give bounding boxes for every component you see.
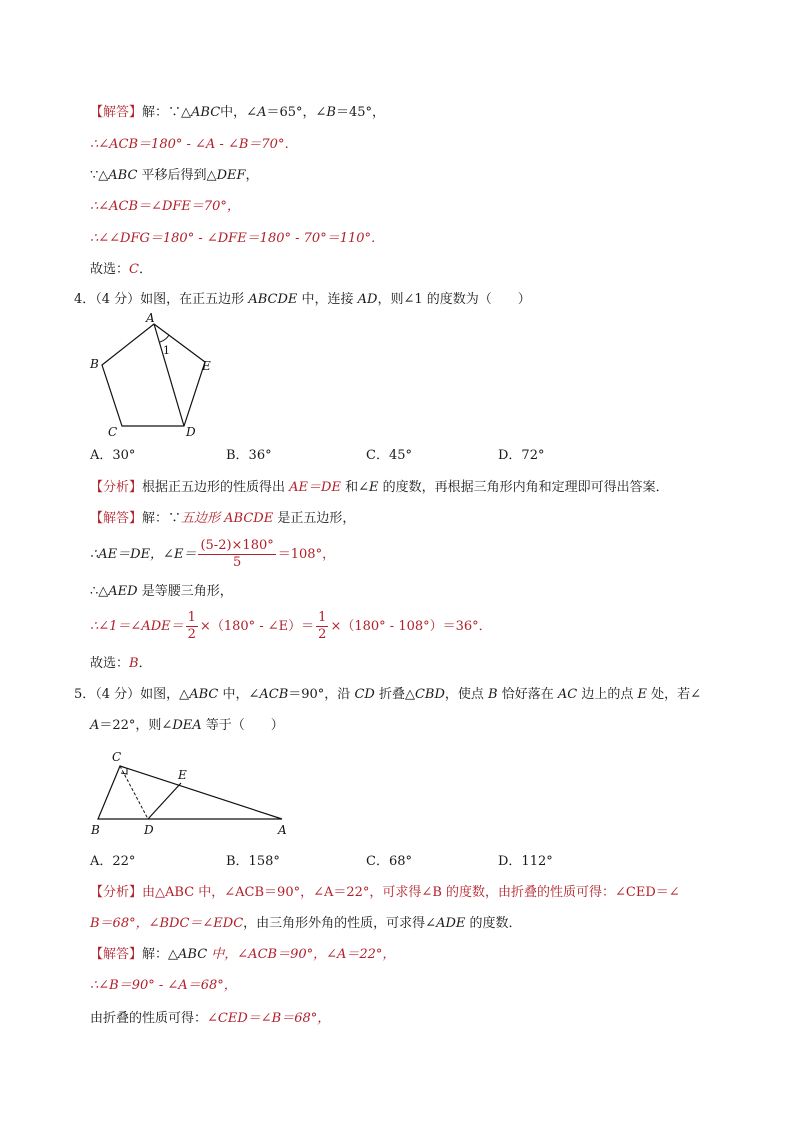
label-a: A: [146, 312, 155, 325]
q3-solution-line-5: ∴∠∠DFG＝180° - ∠DFE＝180° - 70°＝110°．: [90, 231, 385, 246]
q5-option-b[interactable]: B．158°: [226, 854, 280, 869]
label-d: D: [186, 425, 196, 438]
angle-1-arc: [160, 335, 169, 342]
solution-tag: 【解答】: [90, 105, 143, 120]
q4-stem: 4．（4 分）如图，在正五边形 ABCDE 中，连接 AD，则∠1 的度数为（ ）: [74, 292, 531, 307]
pentagon-shape: [102, 324, 205, 426]
q5-option-c[interactable]: C．68°: [366, 854, 412, 869]
q5-analysis-line-1: 【分析】由△ABC 中，∠ACB＝90°，∠A＝22°，可求得∠B 的度数，由折叠的性质可得：∠CED＝∠: [90, 885, 680, 900]
q4-solution-line-3: ∴△AED 是等腰三角形，: [90, 584, 233, 599]
q5-solution-line-2: ∴∠B＝90° - ∠A＝68°，: [90, 978, 237, 993]
analysis-tag: 【分析】: [90, 885, 143, 900]
q3-solution-line-2: ∴∠ACB＝180° - ∠A - ∠B＝70°．: [90, 137, 298, 152]
label-d: D: [144, 823, 154, 837]
q3-solution-line-4: ∴∠ACB＝∠DFE＝70°，: [90, 199, 240, 214]
label-e: E: [178, 768, 187, 782]
q4-answer-line: 故选：B．: [90, 656, 152, 671]
q4-option-b[interactable]: B．36°: [226, 448, 272, 463]
label-a: A: [278, 823, 287, 837]
q4-option-d[interactable]: D．72°: [498, 448, 545, 463]
label-b: B: [91, 823, 100, 837]
q4-solution-line-2: ∴AE＝DE，∠E＝ $\frac{(5-2)\times 180^\circ}{5}$ ＝108°，: [90, 538, 336, 570]
label-angle-1: 1: [163, 344, 170, 357]
solution-tag: 【解答】: [90, 947, 143, 962]
q4-solution-line-1: 【解答】解：∵五边形 ABCDE 是正五边形，: [90, 511, 356, 526]
label-c: C: [108, 425, 118, 438]
right-angle-mark: [121, 768, 127, 774]
analysis-tag: 【分析】: [90, 480, 143, 495]
label-e: E: [202, 359, 211, 373]
q5-stem-line-1: 5．（4 分）如图，△ABC 中，∠ACB＝90°，沿 CD 折叠△CBD，使点 B 恰好落在 AC 边上的点 E 处，若∠: [74, 687, 701, 702]
q5-option-d[interactable]: D．112°: [498, 854, 553, 869]
q3-answer-line: 故选：C．: [90, 262, 152, 277]
q5-solution-line-3: 由折叠的性质可得：∠CED＝∠B＝68°，: [90, 1011, 331, 1026]
q4-pentagon-figure: [84, 312, 224, 438]
segment-de: [148, 783, 181, 819]
diagonal-ad: [154, 324, 184, 426]
label-b: B: [90, 357, 99, 371]
q4-analysis: 【分析】根据正五边形的性质得出 AE＝DE 和∠E 的度数，再根据三角形内角和定理即可得出答案．: [90, 480, 669, 495]
q4-solution-line-4: ∴∠1＝∠ADE＝ $\frac{1}{2}$ ×（180° - ∠E）＝ $\frac{1}{2}$ ×（180° - 108°）＝36°．: [90, 610, 492, 642]
fraction: $\frac{1}{2}$: [318, 610, 327, 642]
q4-option-c[interactable]: C．45°: [366, 448, 412, 463]
q3-solution-line-3: ∵△ABC 平移后得到△DEF，: [90, 168, 259, 183]
q5-analysis-line-2: B＝68°，∠BDC＝∠EDC，由三角形外角的性质，可求得∠ADE 的度数．: [90, 916, 522, 931]
q5-option-a[interactable]: A．22°: [90, 854, 136, 869]
q3-solution-line-1: 【解答】解：∵△ABC中，∠A＝65°，∠B＝45°，: [90, 105, 385, 120]
fraction: $\frac{1}{2}$: [187, 610, 196, 642]
label-c: C: [112, 750, 122, 764]
q5-stem-line-2: A＝22°，则∠DEA 等于（ ）: [90, 718, 284, 733]
q5-triangle-figure: [84, 748, 294, 840]
fraction: $\frac{(5-2)\times 180^\circ}{5}$: [200, 538, 274, 570]
q5-solution-line-1: 【解答】解：△ABC 中，∠ACB＝90°，∠A＝22°，: [90, 947, 396, 962]
solution-tag: 【解答】: [90, 511, 143, 526]
q4-option-a[interactable]: A．30°: [90, 448, 136, 463]
